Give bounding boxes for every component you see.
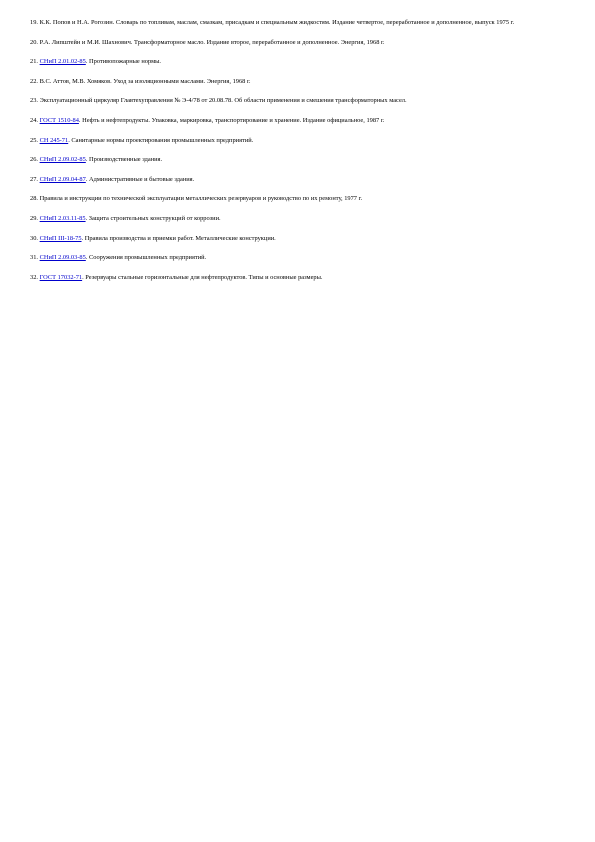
reference-text: . Правила производства и приемки работ. Металлические конструкции. xyxy=(81,234,276,242)
reference-text: . Санитарные нормы проектирования промышленных предприятий. xyxy=(68,136,254,144)
reference-item-27 xyxy=(30,174,575,185)
reference-number: 29. xyxy=(30,214,38,222)
reference-text: Р.А. Липштейн и М.И. Шахнович. Трансформаторное масло. Издание второе, переработанное и дополненное. Энергия, 1968 г. xyxy=(39,38,385,46)
reference-link-gost-17032-71[interactable]: ГОСТ 17032-71 xyxy=(39,273,83,281)
reference-link-snip-iii-18-75[interactable]: СНиП III-18-75 xyxy=(39,234,82,242)
reference-number: 30. xyxy=(30,234,38,242)
reference-text: . Сооружения промышленных предприятий. xyxy=(85,254,207,262)
reference-text: . Резервуары стальные горизонтальные для нефтепродуктов. Типы и основные размеры. xyxy=(82,273,323,281)
reference-text: . Противопожарные нормы. xyxy=(85,58,162,66)
reference-number: 28. xyxy=(30,195,38,203)
reference-link-snip-2-03-11-85[interactable]: СНиП 2.03.11-85 xyxy=(39,214,86,222)
reference-item-19 xyxy=(30,17,575,28)
reference-item-31 xyxy=(30,252,575,263)
reference-number: 20. xyxy=(30,38,38,46)
reference-number: 27. xyxy=(30,175,38,183)
reference-item-25 xyxy=(30,135,575,146)
reference-text: . Нефть и нефтепродукты. Упаковка, маркировка, транспортирование и хранение. Издание официальное, 1987 г. xyxy=(78,116,385,124)
reference-item-32 xyxy=(30,272,575,283)
reference-text: . Административные и бытовые здания. xyxy=(85,175,195,183)
reference-text: В.С. Аттов, М.В. Хомяков. Уход за изоляционными маслами. Энергия, 1968 г. xyxy=(39,77,251,85)
reference-number: 22. xyxy=(30,77,38,85)
reference-number: 23. xyxy=(30,97,38,105)
reference-text: . Производственные здания. xyxy=(85,156,163,164)
reference-number: 25. xyxy=(30,136,38,144)
reference-link-sn-245-71[interactable]: СН 245-71 xyxy=(39,136,69,144)
reference-link-snip-2-09-03-85[interactable]: СНиП 2.09.03-85 xyxy=(39,254,86,262)
reference-item-29 xyxy=(30,213,575,224)
reference-item-23 xyxy=(30,95,575,106)
reference-item-26 xyxy=(30,154,575,165)
reference-number: 32. xyxy=(30,273,38,281)
reference-text: Эксплуатационный циркуляр Главтехуправления № Э-4/78 от 20.08.78. Об области применения и смешения трансформаторных масел. xyxy=(39,97,407,105)
reference-number: 19. xyxy=(30,19,38,26)
reference-item-22 xyxy=(30,76,575,87)
reference-item-24 xyxy=(30,115,575,126)
reference-number: 21. xyxy=(30,58,38,66)
reference-list xyxy=(30,17,575,291)
reference-item-28 xyxy=(30,193,575,204)
reference-text: К.К. Попов и Н.А. Рогозин. Словарь по топливам, маслам, смазкам, присадкам и специальным жидкостям. Издание четвертое, переработанное и дополненное, выпуск 1975 г. xyxy=(39,19,515,26)
reference-number: 26. xyxy=(30,156,38,164)
reference-link-gost-1510-84[interactable]: ГОСТ 1510-84 xyxy=(39,116,79,124)
reference-number: 31. xyxy=(30,254,38,262)
reference-link-snip-2-09-04-87[interactable]: СНиП 2.09.04-87 xyxy=(39,175,86,183)
reference-item-21 xyxy=(30,56,575,67)
reference-link-snip-2-09-02-85[interactable]: СНиП 2.09.02-85 xyxy=(39,156,86,164)
reference-text: . Защита строительных конструкций от коррозии. xyxy=(85,214,221,222)
reference-item-30 xyxy=(30,233,575,244)
reference-text: Правила и инструкции по технической эксплуатации металлических резервуаров и руководство по их ремонту, 1977 г. xyxy=(39,195,363,203)
reference-number: 24. xyxy=(30,116,38,124)
reference-link-snip-2-01-02-85[interactable]: СНиП 2.01.02-85 xyxy=(39,58,86,66)
reference-item-20 xyxy=(30,37,575,48)
